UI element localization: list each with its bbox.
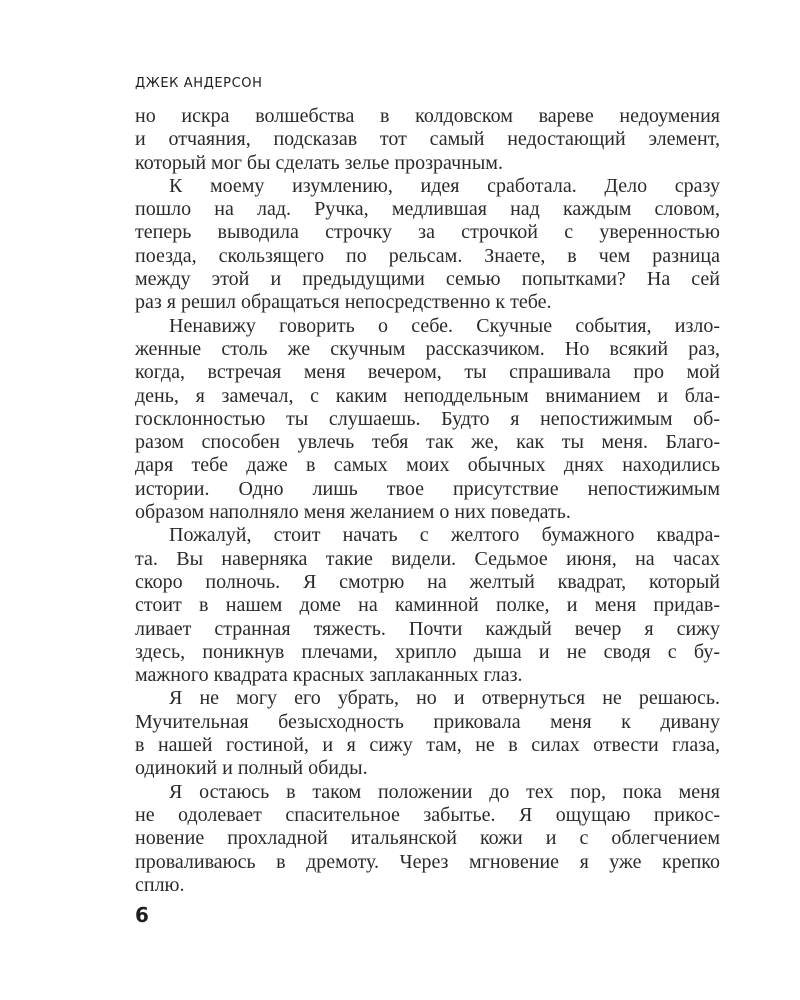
- text-line: Я остаюсь в таком положении до тех пор, пока меня: [169, 780, 720, 803]
- text-line: одинокий и полный обиды.: [135, 757, 368, 780]
- text-line: и отчаяния, подсказав тот самый недостающий элемент,: [135, 128, 720, 151]
- text-line: новение прохладной итальянской кожи и с облегчением: [135, 827, 720, 850]
- text-line: образом наполняло меня желанием о них поведать.: [135, 501, 571, 524]
- text-line: сплю.: [135, 873, 185, 896]
- text-line: проваливаюсь в дремоту. Через мгновение я уже крепко: [135, 850, 720, 873]
- text-line: скоро полночь. Я смотрю на желтый квадрат, который: [135, 570, 720, 593]
- text-line: разом способен увлечь тебя так же, как ты меня. Благо-: [135, 431, 720, 454]
- text-line: стоит в нашем доме на каминной полке, и меня придав-: [135, 594, 720, 617]
- text-line: ливает странная тяжесть. Почти каждый вечер я сижу: [135, 617, 720, 640]
- text-line: день, я замечал, с каким неподдельным вниманием и бла-: [135, 384, 720, 407]
- text-line: теперь выводила строчку за строчкой с уверенностью: [135, 221, 720, 244]
- text-line: К моему изумлению, идея сработала. Дело сразу: [169, 174, 720, 197]
- running-head: ДЖЕК АНДЕРСОН: [135, 76, 263, 91]
- text-line: мажного квадрата красных заплаканных глаз.: [135, 664, 523, 687]
- text-line: та. Вы наверняка такие видели. Седьмое июня, на часах: [135, 547, 720, 570]
- text-line: в нашей гостиной, и я сижу там, не в силах отвести глаза,: [135, 734, 720, 757]
- text-line: Мучительная безысходность приковала меня к дивану: [135, 710, 720, 733]
- text-line: даря тебе даже в самых моих обычных днях находились: [135, 454, 720, 477]
- text-line: Я не могу его убрать, но и отвернуться не решаюсь.: [169, 687, 720, 710]
- text-line: женные столь же скучным рассказчиком. Но всякий раз,: [135, 337, 720, 360]
- text-line: пошло на лад. Ручка, медлившая над каждым словом,: [135, 198, 720, 221]
- text-line: но искра волшебства в колдовском вареве недоумения: [135, 105, 720, 127]
- text-line: не одолевает спасительное забытье. Я ощущаю прикос-: [135, 803, 720, 826]
- text-line: поезда, скользящего по рельсам. Знаете, в чем разница: [135, 244, 720, 267]
- text-line: здесь, поникнув плечами, хрипло дыша и не сводя с бу-: [135, 640, 720, 663]
- text-line: Ненавижу говорить о себе. Скучные события, изло-: [169, 314, 720, 337]
- text-line: между этой и предыдущими семью попытками? На сей: [135, 268, 720, 291]
- text-line: истории. Одно лишь твое присутствие непостижимым: [135, 477, 720, 500]
- text-line: госклонностью ты слушаешь. Будто я непостижимым об-: [135, 407, 720, 430]
- text-line: который мог бы сделать зелье прозрачным.: [135, 151, 503, 174]
- page-number: 6: [135, 903, 149, 927]
- text-line: раз я решил обращаться непосредственно к тебе.: [135, 291, 552, 314]
- body-text: [135, 105, 720, 897]
- text-line: Пожалуй, стоит начать с желтого бумажного квадра-: [169, 524, 720, 547]
- text-line: когда, встречая меня вечером, ты спрашивала про мой: [135, 361, 720, 384]
